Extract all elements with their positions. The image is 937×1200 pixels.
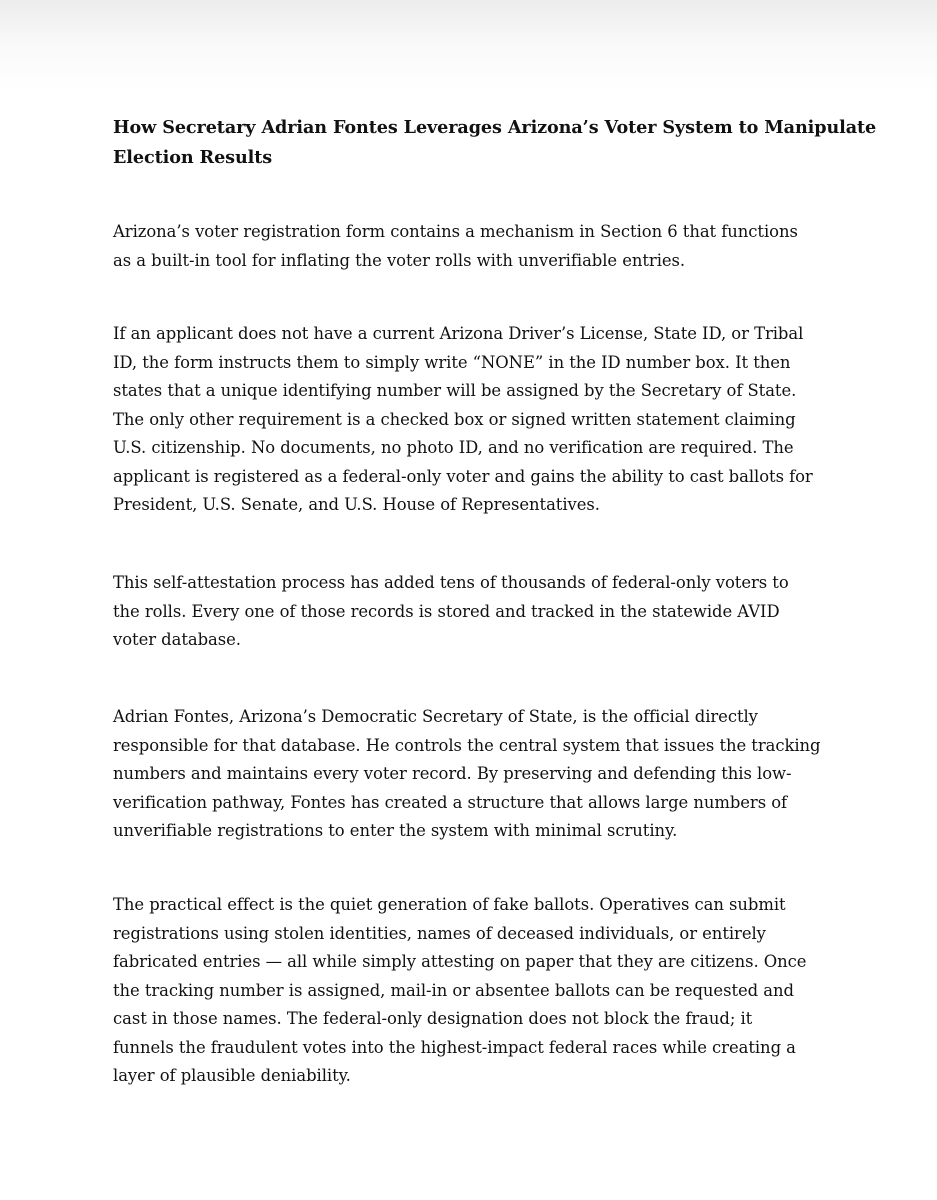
text-line: registrations using stolen identities, names of deceased individuals, or entirely	[113, 923, 766, 943]
text-line: fabricated entries — all while simply attesting on paper that they are citizens. Once	[113, 952, 807, 971]
text-line: This self-attestation process has added tens of thousands of federal-only voters to	[113, 573, 789, 592]
text-line: responsible for that database. He controls the central system that issues the tracking	[113, 735, 821, 755]
text-line: cast in those names. The federal-only designation does not block the fraud; it	[113, 1009, 753, 1028]
document-title	[113, 113, 877, 173]
paragraph-4	[113, 703, 821, 846]
text-line: unverifiable registrations to enter the system with minimal scrutiny.	[113, 821, 678, 840]
text-line: funnels the fraudulent votes into the highest-impact federal races while creating a	[113, 1037, 796, 1057]
paragraph-1	[113, 218, 813, 275]
text-line: numbers and maintains every voter record. By preserving and defending this low-	[113, 764, 792, 783]
text-line: voter database.	[113, 630, 241, 649]
title-line: How Secretary Adrian Fontes Leverages Arizona’s Voter System to Manipulate	[113, 117, 877, 138]
text-line: U.S. citizenship. No documents, no photo ID, and no verification are required. The	[113, 438, 794, 457]
text-line: The only other requirement is a checked box or signed written statement claiming	[113, 409, 796, 429]
text-line: applicant is registered as a federal-only voter and gains the ability to cast ballots for	[113, 466, 813, 486]
text-line: verification pathway, Fontes has created a structure that allows large numbers of	[113, 792, 788, 812]
text-line: ID, the form instructs them to simply write “NONE” in the ID number box. It then	[113, 352, 791, 372]
text-line: Arizona’s voter registration form contains a mechanism in Section 6 that functions	[113, 222, 798, 241]
text-line: Adrian Fontes, Arizona’s Democratic Secretary of State, is the official directly	[113, 707, 758, 726]
paragraph-5	[113, 891, 813, 1091]
text-line: layer of plausible deniability.	[113, 1066, 351, 1085]
text-line: President, U.S. Senate, and U.S. House of Representatives.	[113, 495, 600, 514]
text-line: the rolls. Every one of those records is stored and tracked in the statewide AVID	[113, 601, 780, 621]
text-line: the tracking number is assigned, mail-in or absentee ballots can be requested and	[113, 980, 794, 1000]
paragraph-3	[113, 569, 813, 655]
paragraph-2	[113, 320, 813, 520]
text-line: as a built-in tool for inflating the voter rolls with unverifiable entries.	[113, 250, 686, 270]
text-line: The practical effect is the quiet generation of fake ballots. Operatives can submit	[113, 895, 786, 914]
text-line: If an applicant does not have a current Arizona Driver’s License, State ID, or Tribal	[113, 324, 804, 343]
title-line: Election Results	[113, 147, 273, 168]
text-line: states that a unique identifying number will be assigned by the Secretary of State.	[113, 381, 797, 400]
